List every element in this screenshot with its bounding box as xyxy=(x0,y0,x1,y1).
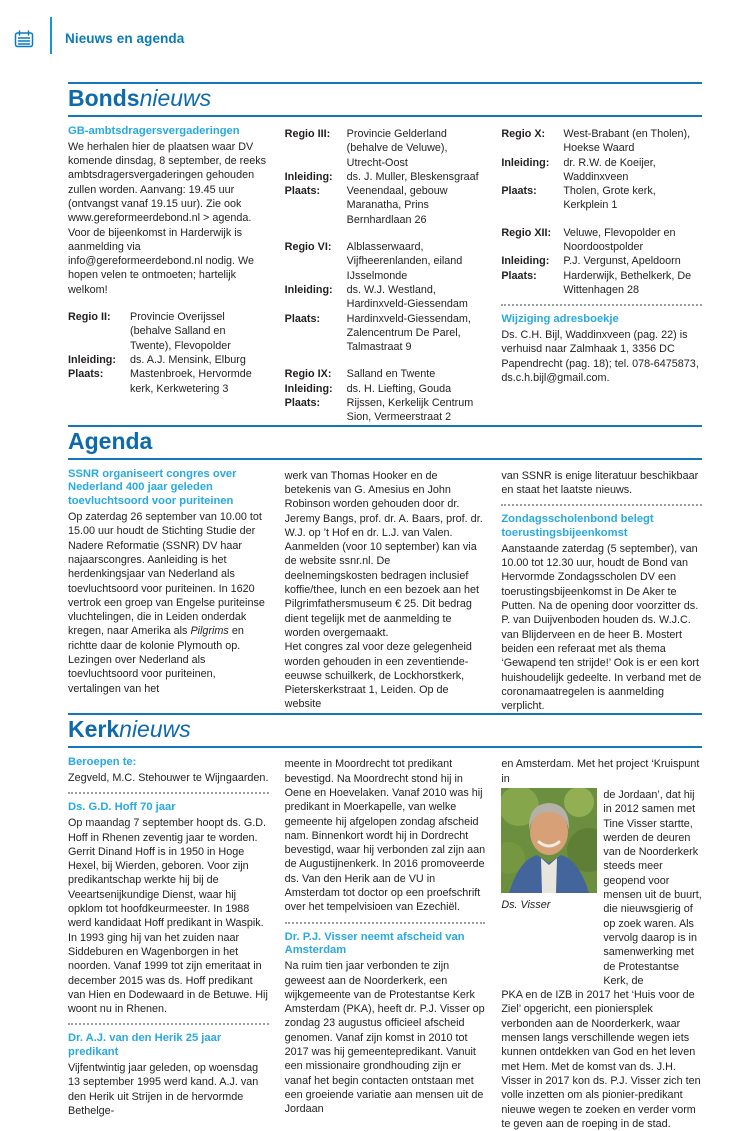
text-segment: Op zaterdag 26 september van 10.00 tot 15.00 uur houdt de Stichting Studie der Nadere Reformatie (SSNR) DV haar najaarscongres. Aanleiding is het herdenkingsjaar van Nederland als toevluchtsoord voor puriteinen. In 1620 vertrok een groep van Engelse puriteinse vluchtelingen, die in Leiden onderdak kregen, naar Amerika als xyxy=(68,511,265,638)
article-heading-hoff-70-jaar: Ds. G.D. Hoff 70 jaar xyxy=(68,801,176,814)
bondsnieuws-column-1 xyxy=(68,125,269,425)
regio-label: Regio X: xyxy=(501,128,546,140)
article-body-beside-photo: de Jordaan’, dat hij in 2012 samen met Tine Visser startte, werden de deuren van de Noorderkerk steeds meer geopend voor mensen uit de buurt, die nieuwsgierig of op zoek waren. Als vervolg daarop is in samenwerking met de Protestantse Kerk, de xyxy=(603,788,702,987)
regio-label: Inleiding: xyxy=(284,170,333,183)
article-body: Aanmelden (voor 10 september) kan via de website ssnr.nl. De deelnemingskosten bedragen inclusief koffie/thee, lunch en een bezoek aan het Pilgrimfathersmuseum € 25. Dit bedrag dient tegelijk met de aanmelding te worden overgemaakt. xyxy=(284,541,479,639)
portrait-photo-ds-visser-icon xyxy=(501,788,597,893)
regio-value: Veenendaal, gebouw Maranatha, Prins Bernhardlaan 26 xyxy=(346,185,448,226)
article-body: werk van Thomas Hooker en de betekenis van G. Amesius en John Robinson worden gehouden door dr. Jeremy Bangs, prof. dr. A. Baars, prof. dr. W.J. op ’t Hof en dr. L.J. van Valen. xyxy=(284,469,483,539)
page-title: Nieuws en agenda xyxy=(65,31,185,46)
regio-block-12 xyxy=(501,226,702,297)
regio-value: West-Brabant (en Tholen), Hoekse Waard xyxy=(563,128,691,155)
article-body: We herhalen hier de plaatsen waar DV komende dinsdag, 8 september, de reeks ambtsdragersvergaderingen gehouden zullen worden. Aanvang: 19.45 uur (ontvangst vanaf 19.15 uur). Zie ook www.gereformeerdebond.nl > agenda. Voor de bijeenkomst in Harderwijk is aanmelding via info@gereformeerdebond.nl nodig. We hopen velen te ontmoeten; hartelijk welkom! xyxy=(68,140,267,296)
article-heading-beroepen-te: Beroepen te: xyxy=(68,756,137,769)
regio-value: ds. A.J. Mensink, Elburg xyxy=(130,353,246,366)
article-body xyxy=(68,510,269,653)
section-bondsnieuws xyxy=(68,82,702,425)
kerknieuws-column-3 xyxy=(501,756,702,1131)
article-body: Ds. C.H. Bijl, Waddinxveen (pag. 22) is verhuisd naar Zalmhaak 1, 3356 DC Papendrecht (pag. 18); tel. 078-6475873, ds.c.h.bijl@gmail.com. xyxy=(501,329,699,384)
text-segment: en richtte daar de kolonie Plymouth op. xyxy=(68,625,244,652)
dotted-divider xyxy=(68,1023,269,1025)
regio-block-9 xyxy=(285,367,486,424)
regio-value: ds. W.J. Westland, Hardinxveld-Giessendam xyxy=(346,283,468,311)
section-title-bold: Bonds xyxy=(68,85,140,111)
regio-label: Inleiding: xyxy=(501,255,550,268)
regio-label: Plaats: xyxy=(501,269,537,282)
regio-value: Salland en Twente xyxy=(346,368,436,381)
regio-value: Mastenbroek, Hervormde kerk, Kerkwetering 3 xyxy=(130,368,252,395)
bondsnieuws-column-3 xyxy=(501,125,702,425)
section-title-bondsnieuws xyxy=(68,82,702,117)
kerknieuws-column-2 xyxy=(285,756,486,1131)
photo-with-text xyxy=(501,788,702,988)
regio-value: Veluwe, Flevopolder en Noordoostpolder xyxy=(563,226,676,254)
section-title-agenda xyxy=(68,425,702,460)
regio-label: Plaats: xyxy=(284,312,321,325)
regio-label: Regio XII: xyxy=(501,226,552,239)
article-body: Na ruim tien jaar verbonden te zijn geweest aan de Noorderkerk, een wijkgemeente van de Protestantse Kerk Amsterdam (PKA), heeft dr. P.J. Visser op zondag 23 augustus officieel afscheid genomen. Vanaf zijn komst in 2010 tot 2017 was hij gemeentepredikant. Vanuit een missionaire grondhouding zijn er vanaf het begin contacten ontstaan met een groeiende variatie aan mensen uit de Jordaan xyxy=(284,960,485,1116)
regio-label: Inleiding: xyxy=(284,283,333,296)
article-body: Lezingen over Nederland als toevluchtsoord voor puriteinen, vertalingen van het xyxy=(68,654,216,695)
regio-block-3 xyxy=(285,127,486,227)
regio-value: Provincie Overijssel (behalve Salland en Twente), Flevopolder xyxy=(130,311,231,352)
agenda-column-2 xyxy=(285,468,486,714)
regio-block-10 xyxy=(501,127,702,213)
page-content xyxy=(68,82,702,1131)
bondsnieuws-column-2 xyxy=(285,125,486,425)
article-body: Aanstaande zaterdag (5 september), van 10.00 tot 12.30 uur, houdt de Bond van Hervormde Zondagsscholen DV een toerustingsbijeenkomst in De Aker te Putten. Na de opening door voorzitter ds. P. van Duijvenboden houden ds. W.J.C. van Blijderveen en de heer B. Mostert beiden een referaat met als thema ‘Gewapend ten strijde!’ Ook is er een kort huishoudelijk gedeelte. In verband met de coronamaatregelen is aanmelding verplicht. xyxy=(501,542,702,713)
kerknieuws-column-1 xyxy=(68,756,269,1131)
regio-label: Regio IX: xyxy=(284,368,332,381)
regio-label: Plaats: xyxy=(68,368,104,381)
article-body: Vijfentwintig jaar geleden, op woensdag 13 september 1995 werd kand. A.J. van den Herik uit Strijen in de hervormde Bethelge- xyxy=(68,1062,259,1117)
regio-label: Regio VI: xyxy=(284,241,332,254)
dotted-divider xyxy=(501,504,702,506)
regio-label: Inleiding: xyxy=(284,382,333,395)
section-title-kerknieuws xyxy=(68,713,702,748)
section-title-italic: nieuws xyxy=(119,716,191,743)
header-divider xyxy=(50,17,52,54)
section-title-bold: Kerk xyxy=(68,716,120,743)
regio-value: ds. H. Liefting, Gouda xyxy=(346,382,452,395)
article-heading-wijziging-adresboekje: Wijziging adresboekje xyxy=(501,313,619,326)
regio-value: Hardinxveld-Giessendam, Zalencentrum De Parel, Talmastraat 9 xyxy=(346,312,471,354)
photo-caption: Ds. Visser xyxy=(501,898,551,911)
regio-block-2 xyxy=(68,310,269,396)
page-header xyxy=(0,0,738,60)
regio-value: Rijssen, Kerkelijk Centrum Sion, Vermeerstraat 2 xyxy=(346,397,474,424)
regio-label: Plaats: xyxy=(284,185,321,198)
section-kerknieuws xyxy=(68,713,702,1131)
article-body: van SSNR is enige literatuur beschikbaar en staat het laatste nieuws. xyxy=(501,469,699,496)
regio-value: Provincie Gelderland (behalve de Veluwe), Utrecht-Oost xyxy=(346,128,448,169)
regio-label: Regio II: xyxy=(68,311,111,324)
calendar-notes-icon xyxy=(14,30,34,50)
article-heading-van-den-herik: Dr. A.J. van den Herik 25 jaar predikant xyxy=(68,1032,222,1059)
agenda-column-3 xyxy=(501,468,702,714)
regio-block-6 xyxy=(285,240,486,354)
text-segment-italic: Pilgrims xyxy=(190,625,229,638)
dotted-divider xyxy=(68,792,269,794)
section-title-bold: Agenda xyxy=(68,427,153,454)
article-heading-visser-afscheid: Dr. P.J. Visser neemt afscheid van Amsterdam xyxy=(284,930,465,957)
article-body: PKA en de IZB in 2017 het ‘Huis voor de Ziel’ opgericht, een pioniersplek verbonden aan de Noorderkerk, waar mensen langs verschillende wegen iets kunnen ontdekken van God en het leven met Hem. Met de komst van ds. J.H. Visser in 2017 kon ds. P.J. Visser zich ten volle inzetten om als pionier-predikant nieuwe wegen te zoeken en verder vorm te geven aan de roeping in de stad. xyxy=(501,989,701,1130)
regio-value: P.J. Vergunst, Apeldoorn xyxy=(563,255,681,268)
regio-label: Plaats: xyxy=(501,185,537,198)
regio-value: Harderwijk, Bethelkerk, De Wittenhagen 28 xyxy=(563,269,692,296)
agenda-column-1 xyxy=(68,468,269,714)
article-body: Op maandag 7 september hoopt ds. G.D. Hoff in Rhenen zeventig jaar te worden. Gerrit Dinand Hoff is in 1950 in Hoge Hexel, bij Wierden, geboren. Voor zijn predikantschap werkte hij bij de Veeartsenijkundige Dienst, waar hij opklom tot hoofdkeurmeester. In 1988 werd kandidaat Hoff predikant in Waspik. In 1993 ging hij van het zuiden naar Siddeburen en Wagenborgen in het noorden. Vanaf 1999 tot zijn emeritaat in december 2015 was ds. Hoff predikant van Hien en Dodewaard in de Betuwe. Hij woont nu in Rhenen. xyxy=(68,817,268,1016)
figure-ds-visser xyxy=(501,788,597,988)
dotted-divider xyxy=(285,922,486,924)
dotted-divider xyxy=(501,304,702,306)
article-body: en Amsterdam. Met het project ‘Kruispunt in xyxy=(501,758,700,785)
article-body: Zegveld, M.C. Stehouwer te Wijngaarden. xyxy=(68,772,269,785)
regio-label: Plaats: xyxy=(284,397,321,410)
section-title-italic: nieuws xyxy=(139,85,212,111)
regio-label: Regio III: xyxy=(284,128,331,140)
regio-value: dr. R.W. de Koeijer, Waddinxveen xyxy=(563,156,656,183)
article-heading-gb-vergaderingen: GB-ambtsdragersvergaderingen xyxy=(68,125,240,137)
article-heading-zondagsscholenbond: Zondagsscholenbond belegt toerustingsbijeenkomst xyxy=(501,513,654,540)
regio-value: Tholen, Grote kerk, Kerkplein 1 xyxy=(563,185,656,212)
regio-label: Inleiding: xyxy=(501,156,550,169)
regio-value: Alblasserwaard, Vijfheerenlanden, eiland IJsselmonde xyxy=(346,241,463,282)
regio-label: Inleiding: xyxy=(68,353,116,366)
article-heading-ssnr-congres: SSNR organiseert congres over Nederland 400 jaar geleden toevluchtsoord voor puriteinen xyxy=(68,467,237,508)
article-body: Het congres zal voor deze gelegenheid worden gehouden in een zeventiende-eeuwse schuilkerk, de Lockhorstkerk, Pieterskerkstraat 1, Leiden. Op de website xyxy=(284,641,472,711)
regio-value: ds. J. Muller, Bleskensgraaf xyxy=(346,170,479,183)
article-body: meente in Moordrecht tot predikant bevestigd. Na Moordrecht stond hij in Oene en Hoevelaken. Vanaf 2010 was hij predikant in Moerkapelle, van welke gemeente hij afgelopen zondag afscheid nam. Binnenkort wordt hij in Dordrecht bevestigd, waar hij verbonden zal zijn aan de Augustijnenkerk. In 2016 promoveerde ds. Van den Herik aan de VU in Amsterdam tot doctor op een proefschrift over het tempelvisioen van Ezechiël. xyxy=(284,758,486,914)
section-agenda xyxy=(68,425,702,714)
